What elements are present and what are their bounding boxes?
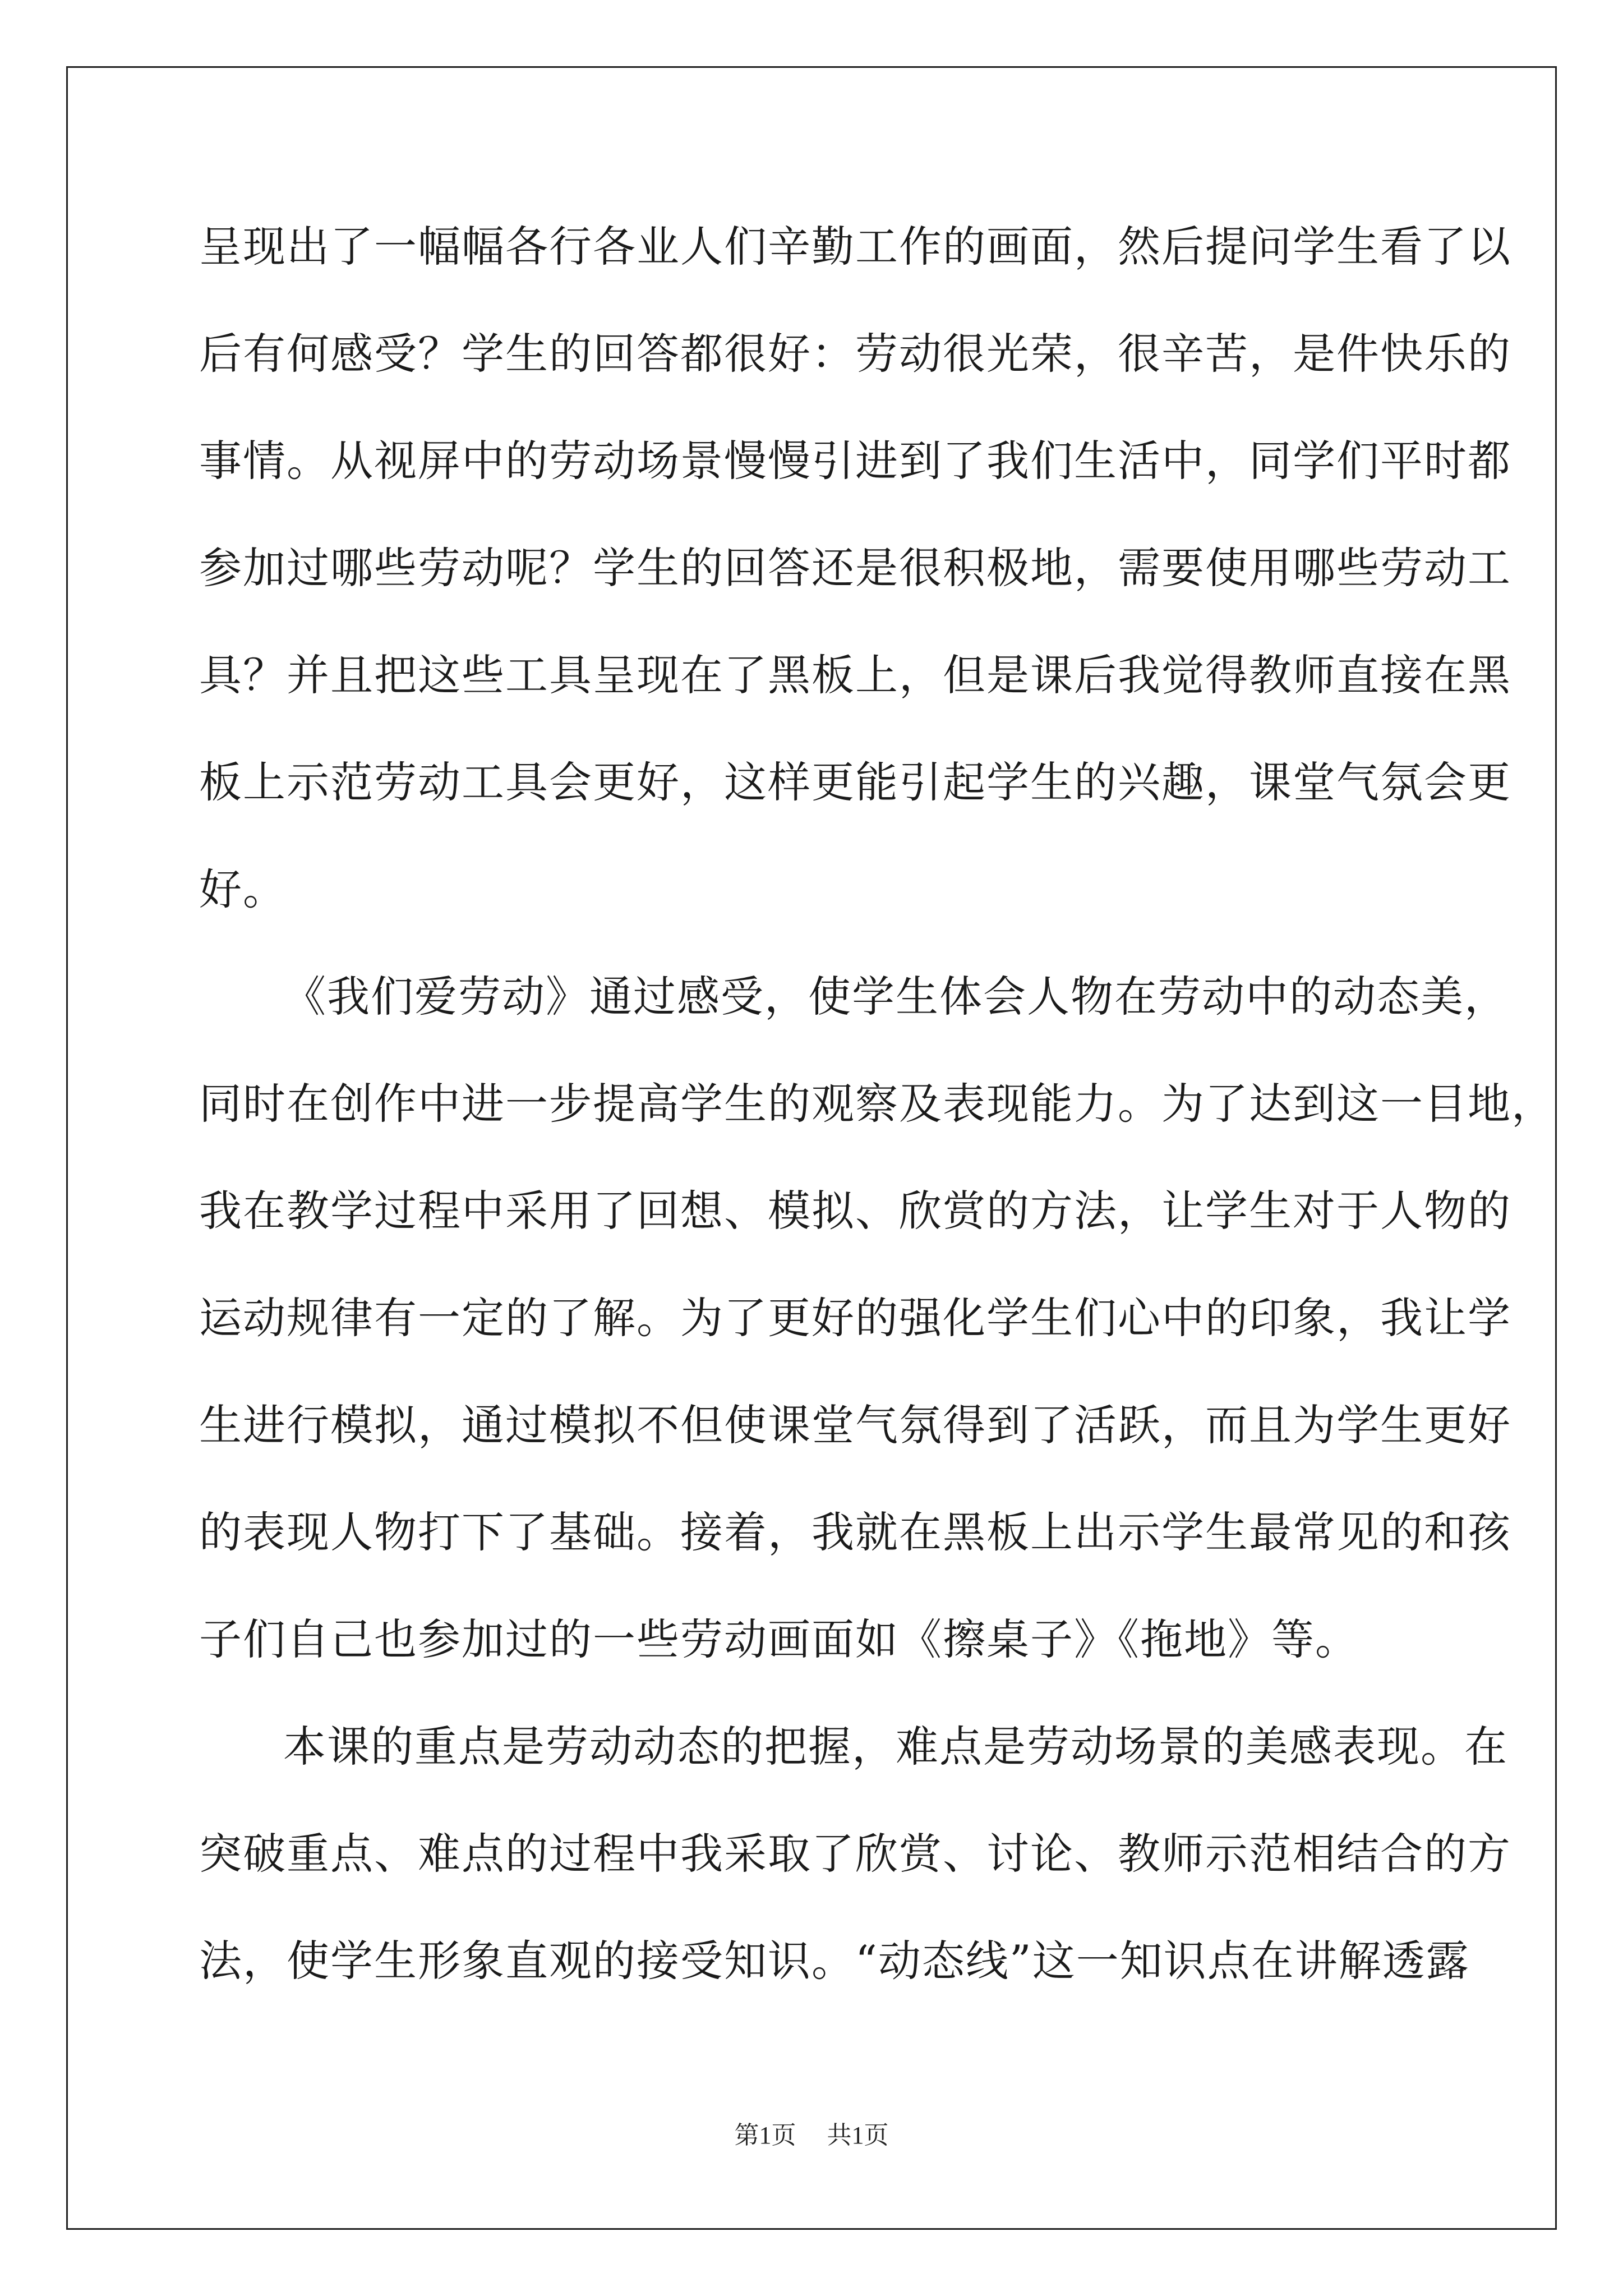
text-line: 具？并且把这些工具呈现在了黑板上，但是课后我觉得教师直接在黑 — [199, 650, 1511, 700]
text-line: 好。 — [199, 864, 287, 914]
text-line: 运动规律有一定的了解。为了更好的强化学生们心中的印象，我让学 — [199, 1293, 1511, 1343]
text-line: 后有何感受？学生的回答都很好：劳动很光荣，很辛苦，是件快乐的 — [199, 329, 1511, 379]
page-total: 共1页 — [827, 2122, 889, 2149]
paragraph-start-line: 本课的重点是劳动动态的把握，难点是劳动场景的美感表现。在 — [283, 1722, 1508, 1772]
text-line: 突破重点、难点的过程中我采取了欣赏、讨论、教师示范相结合的方 — [199, 1829, 1511, 1879]
page-footer — [0, 2115, 1623, 2151]
text-line: 板上示范劳动工具会更好，这样更能引起学生的兴趣，课堂气氛会更 — [199, 757, 1511, 807]
text-line: 子们自己也参加过的一些劳动画面如《擦桌子》《拖地》等。 — [199, 1614, 1359, 1664]
text-line: 我在教学过程中采用了回想、模拟、欣赏的方法，让学生对于人物的 — [199, 1186, 1511, 1236]
document-body — [199, 213, 1555, 2035]
text-line: 法，使学生形象直观的接受知识。“动态线”这一知识点在讲解透露 — [199, 1936, 1470, 1986]
text-line: 生进行模拟，通过模拟不但使课堂气氛得到了活跃，而且为学生更好 — [199, 1400, 1511, 1450]
text-line: 的表现人物打下了基础。接着，我就在黑板上出示学生最常见的和孩 — [199, 1507, 1511, 1557]
paragraph-start-line: 《我们爱劳动》通过感受，使学生体会人物在劳动中的动态美， — [283, 972, 1508, 1022]
text-line: 同时在创作中进一步提高学生的观察及表现能力。为了达到这一目地， — [199, 1079, 1555, 1129]
text-line: 呈现出了一幅幅各行各业人们辛勤工作的画面，然后提问学生看了以 — [199, 222, 1511, 272]
text-line: 事情。从视屏中的劳动场景慢慢引进到了我们生活中，同学们平时都 — [199, 436, 1511, 486]
page-number: 第1页 — [734, 2122, 796, 2149]
text-line: 参加过哪些劳动呢？学生的回答还是很积极地，需要使用哪些劳动工 — [199, 543, 1511, 593]
